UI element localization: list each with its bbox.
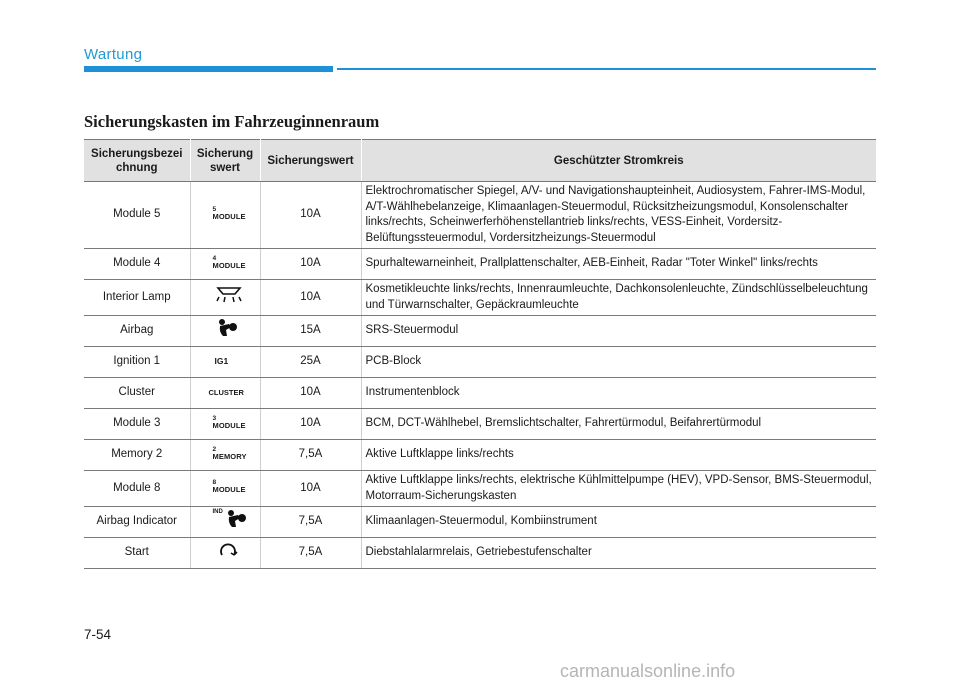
table-row <box>84 378 876 409</box>
cluster-icon: CLUSTER <box>190 378 260 409</box>
table-row <box>84 471 876 507</box>
table-row <box>84 440 876 471</box>
fuse-value: 10A <box>260 249 361 280</box>
fuse-name: Airbag Indicator <box>84 507 190 538</box>
fuse-circuit: Klimaanlagen-Steuermodul, Kombiinstrument <box>361 507 876 538</box>
start-icon <box>190 538 260 569</box>
fuse-value: 7,5A <box>260 440 361 471</box>
fuse-value: 7,5A <box>260 507 361 538</box>
fuse-circuit: BCM, DCT-Wählhebel, Bremslichtschalter, Fahrertürmodul, Beifahrertürmodul <box>361 409 876 440</box>
fuse-circuit: Instrumentenblock <box>361 378 876 409</box>
section-title: Wartung <box>84 46 143 63</box>
fuse-circuit: Kosmetikleuchte links/rechts, Innenraumleuchte, Dachkonsolenleuchte, Zündschlüsselbeleuchtung und Türwarnschalter, Gepäckraumleuchte <box>361 280 876 316</box>
table-row <box>84 280 876 316</box>
fuse-value: 10A <box>260 471 361 507</box>
table-row <box>84 538 876 569</box>
module-icon: 8 MODULE <box>190 471 260 507</box>
table-row <box>84 347 876 378</box>
fuse-name: Module 4 <box>84 249 190 280</box>
fuse-name: Start <box>84 538 190 569</box>
col-header-symbol: Sicherung swert <box>190 140 260 182</box>
module-icon: 5 MODULE <box>190 182 260 249</box>
table-row <box>84 409 876 440</box>
fuse-name: Ignition 1 <box>84 347 190 378</box>
page-number: 7-54 <box>84 627 112 642</box>
watermark: carmanualsonline.info <box>560 661 736 681</box>
fuse-name: Memory 2 <box>84 440 190 471</box>
fuse-circuit: SRS-Steuermodul <box>361 316 876 347</box>
table-row <box>84 316 876 347</box>
fuse-circuit: Aktive Luftklappe links/rechts, elektrische Kühlmittelpumpe (HEV), VPD-Sensor, BMS-Steuermodul, Motorraum-Sicherungskasten <box>361 471 876 507</box>
table-row <box>84 182 876 249</box>
header-bar-thick <box>84 66 333 72</box>
fuse-circuit: PCB-Block <box>361 347 876 378</box>
col-header-value: Sicherungswert <box>260 140 361 182</box>
fuse-value: 7,5A <box>260 538 361 569</box>
fuse-name: Module 5 <box>84 182 190 249</box>
table-row <box>84 249 876 280</box>
ig1-icon: IG1 <box>190 347 260 378</box>
module-icon: 3 MODULE <box>190 409 260 440</box>
fuse-name: Module 3 <box>84 409 190 440</box>
fuse-value: 10A <box>260 280 361 316</box>
table-header-row <box>84 140 876 182</box>
airbag-indicator-icon: IND <box>190 507 260 538</box>
fuse-value: 10A <box>260 378 361 409</box>
fuse-name: Cluster <box>84 378 190 409</box>
airbag-icon <box>190 316 260 347</box>
fuse-value: 10A <box>260 409 361 440</box>
fuse-circuit: Aktive Luftklappe links/rechts <box>361 440 876 471</box>
fuse-circuit: Elektrochromatischer Spiegel, A/V- und Navigationshaupteinheit, Audiosystem, Fahrer-IMS-Modul, A/T-Wählhebelanzeige, Klimaanlagen-Steuermodul, Rücksitzheizungsmodul, Konsolenschalter links/rechts, Scheinwerferhöhenstellantrieb links/rechts, VESS-Einheit, Vordersitz-Belüftungssteuermodul, Vordersitzheizungs-Steuermodul <box>361 182 876 249</box>
fuse-name: Module 8 <box>84 471 190 507</box>
fuse-value: 25A <box>260 347 361 378</box>
col-header-name: Sicherungsbezei chnung <box>84 140 190 182</box>
table-row <box>84 507 876 538</box>
header-bar-thin <box>337 68 876 70</box>
fuse-name: Airbag <box>84 316 190 347</box>
interior-lamp-icon <box>190 280 260 316</box>
page-heading: Sicherungskasten im Fahrzeuginnenraum <box>84 112 380 131</box>
fuse-table <box>84 139 876 569</box>
col-header-circuit: Geschützter Stromkreis <box>361 140 876 182</box>
fuse-value: 10A <box>260 182 361 249</box>
fuse-circuit: Spurhaltewarneinheit, Prallplattenschalter, AEB-Einheit, Radar "Toter Winkel" links/rechts <box>361 249 876 280</box>
fuse-value: 15A <box>260 316 361 347</box>
fuse-circuit: Diebstahlalarmrelais, Getriebestufenschalter <box>361 538 876 569</box>
module-icon: 4 MODULE <box>190 249 260 280</box>
fuse-name: Interior Lamp <box>84 280 190 316</box>
memory-icon: 2 MEMORY <box>190 440 260 471</box>
